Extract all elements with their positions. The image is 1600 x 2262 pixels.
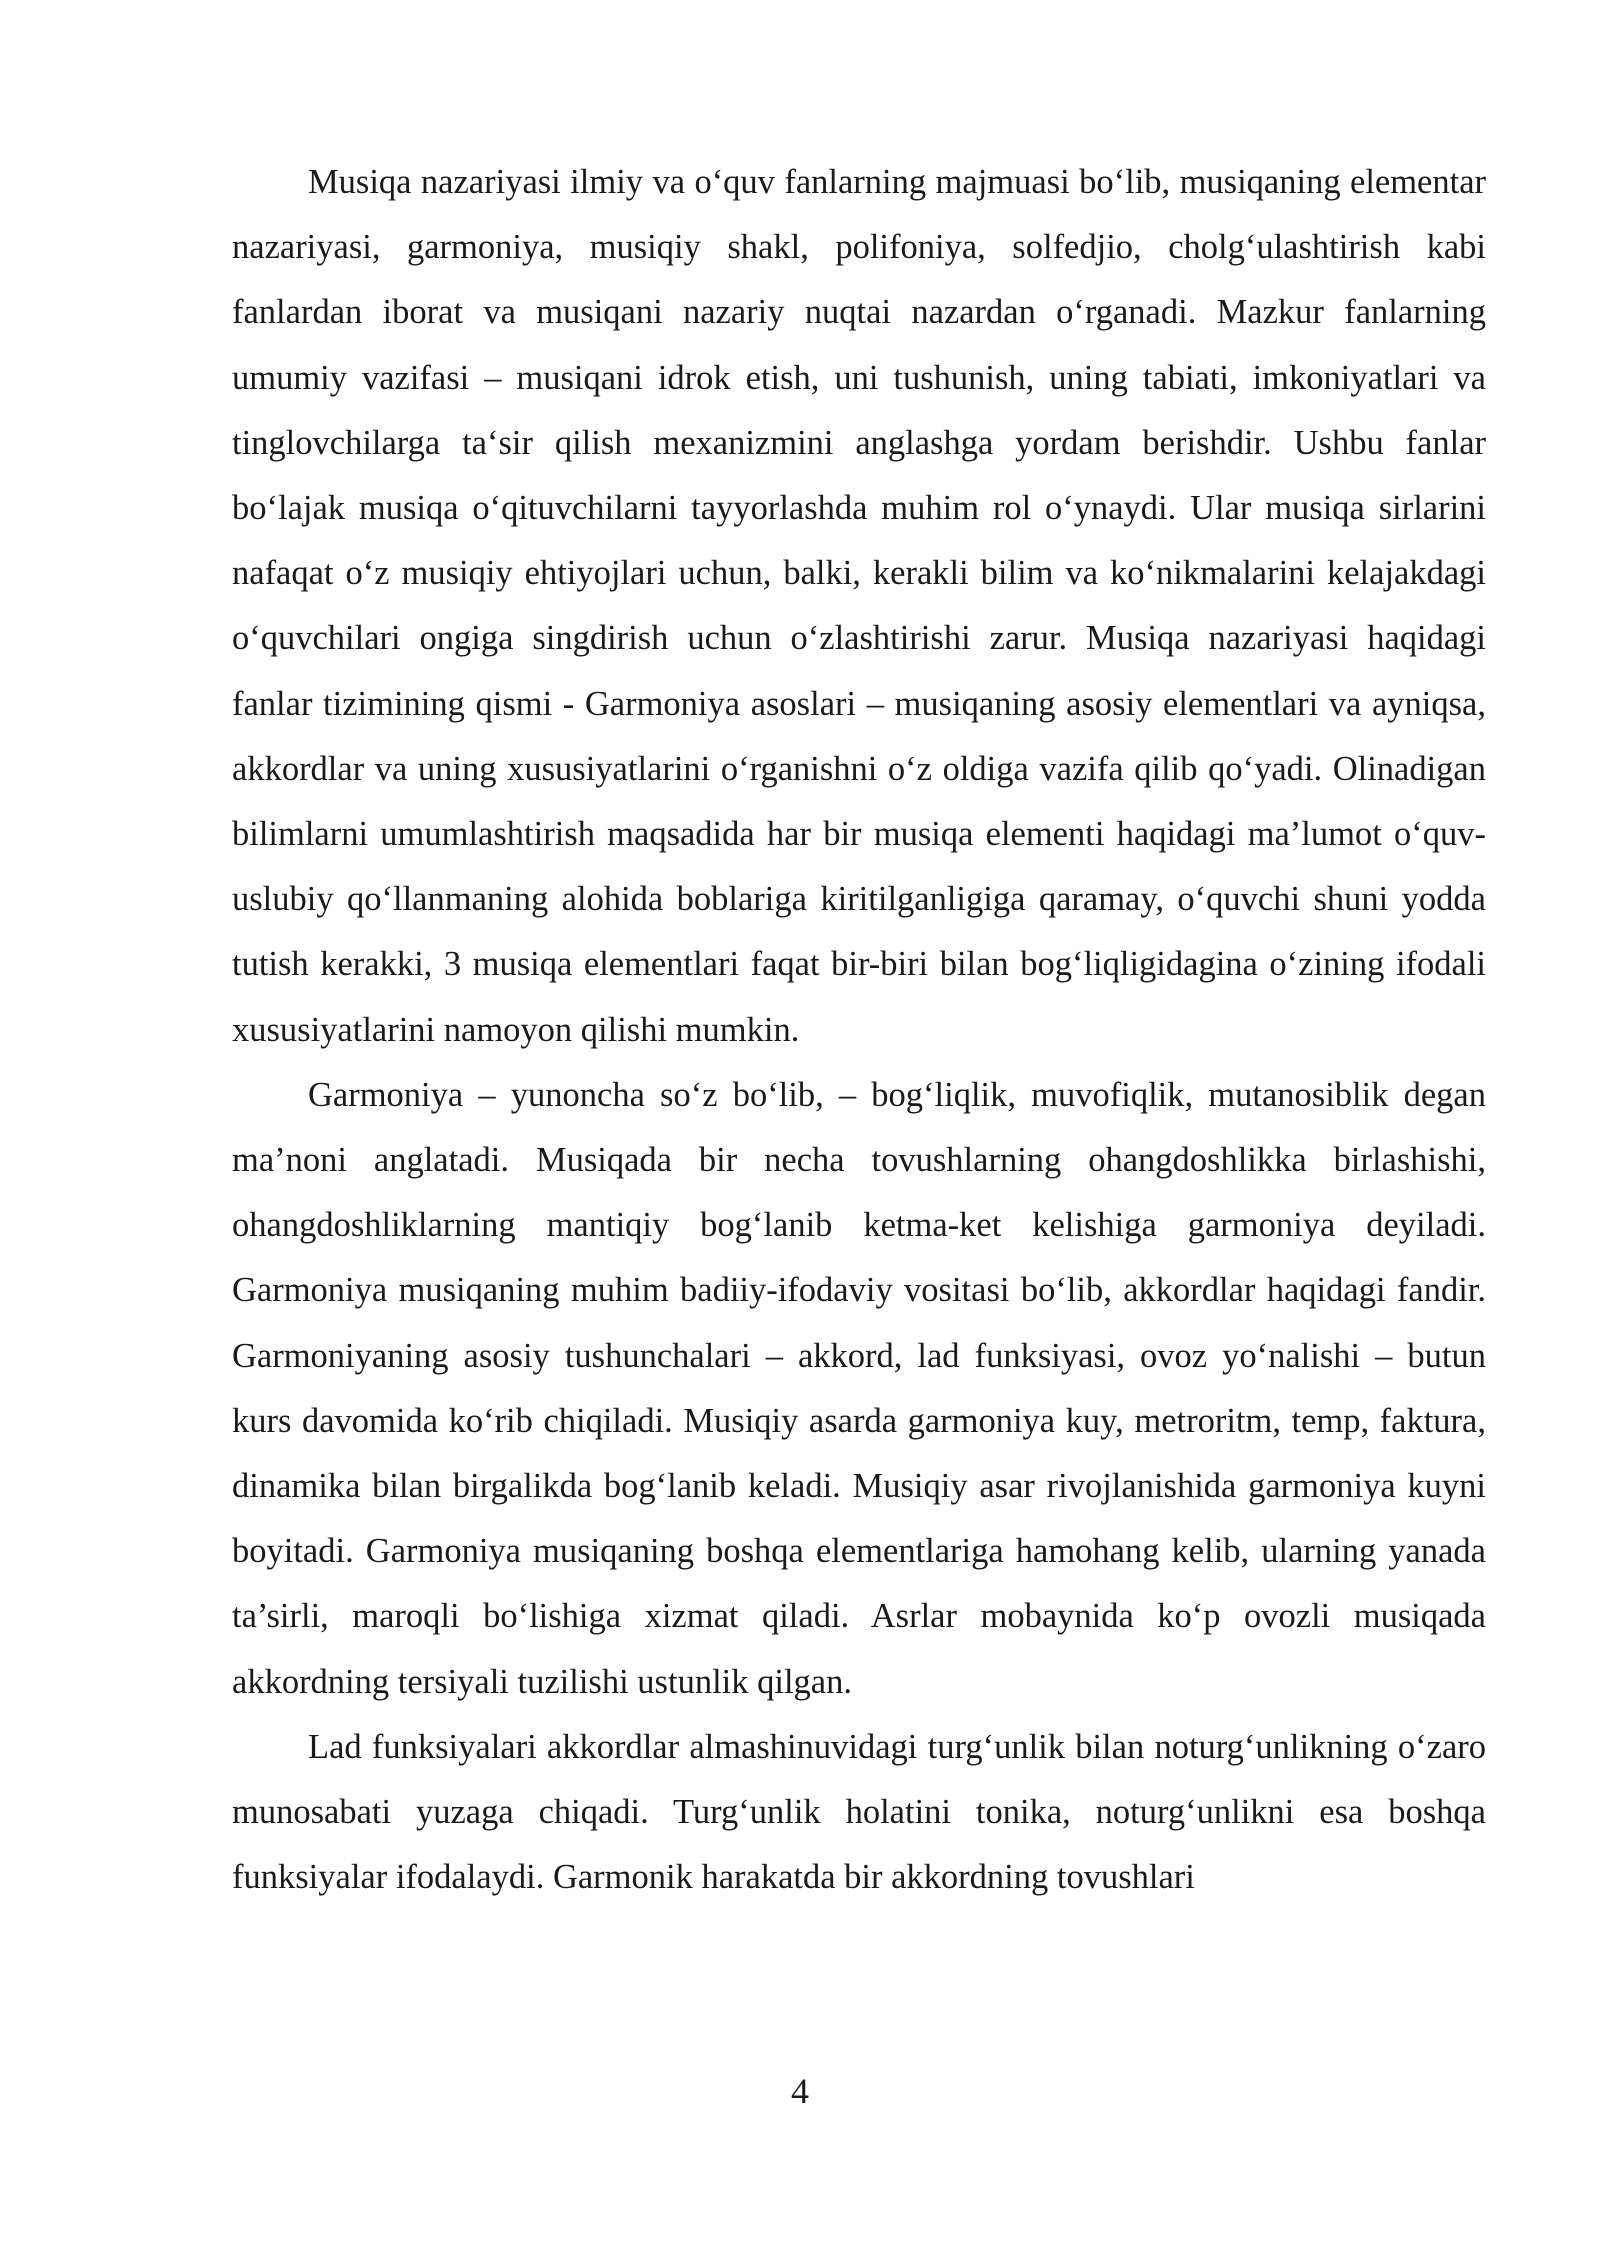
- paragraph-1: Musiqa nazariyasi ilmiy va o‘quv fanlarning majmuasi bo‘lib, musiqaning elementar nazariyasi, garmoniya, musiqiy shakl, polifoniya, solfedjio, cholg‘ulashtirish kabi fanlardan iborat va musiqani nazariy nuqtai nazardan o‘rganadi. Mazkur fanlarning umumiy vazifasi – musiqani idrok etish, uni tushunish, uning tabiati, imkoniyatlari va tinglovchilarga ta‘sir qilish mexanizmini anglashga yordam berishdir. Ushbu fanlar bo‘lajak musiqa o‘qituvchilarni tayyorlashda muhim rol o‘ynaydi. Ular musiqa sirlarini nafaqat o‘z musiqiy ehtiyojlari uchun, balki, kerakli bilim va ko‘nikmalarini kelajakdagi o‘quvchilari ongiga singdirish uchun o‘zlashtirishi zarur. Musiqa nazariyasi haqidagi fanlar tizimining qismi - Garmoniya asoslari – musiqaning asosiy elementlari va ayniqsa, akkordlar va uning xususiyatlarini o‘rganishni o‘z oldiga vazifa qilib qo‘yadi. Olinadigan bilimlarni umumlashtirish maqsadida har bir musiqa elementi haqidagi ma’lumot o‘quv-uslubiy qo‘llanmaning alohida boblariga kiritilganligiga qaramay, o‘quvchi shuni yodda tutish kerakki, 3 musiqa elementlari faqat bir-biri bilan bog‘liqligidagina o‘zining ifodali xususiyatlarini namoyon qilishi mumkin.: [232, 163, 1486, 1049]
- page-number: 4: [791, 2071, 809, 2111]
- paragraph-3: Lad funksiyalari akkordlar almashinuvidagi turg‘unlik bilan noturg‘unlikning o‘zaro munosabati yuzaga chiqadi. Turg‘unlik holatini tonika, noturg‘unlikni esa boshqa funksiyalar ifodalaydi. Garmonik harakatda bir akkordning tovushlari: [232, 1727, 1486, 1897]
- paragraph-2: Garmoniya – yunoncha so‘z bo‘lib, – bog‘liqlik, muvofiqlik, mutanosiblik degan ma’noni anglatadi. Musiqada bir necha tovushlarning ohangdoshlikka birlashishi, ohangdoshliklarning mantiqiy bog‘lanib ketma-ket kelishiga garmoniya deyiladi. Garmoniya musiqaning muhim badiiy-ifodaviy vositasi bo‘lib, akkordlar haqidagi fandir. Garmoniyaning asosiy tushunchalari – akkord, lad funksiyasi, ovoz yo‘nalishi – butun kurs davomida ko‘rib chiqiladi. Musiqiy asarda garmoniya kuy, metroritm, temp, faktura, dinamika bilan birgalikda bog‘lanib keladi. Musiqiy asar rivojlanishida garmoniya kuyni boyitadi. Garmoniya musiqaning boshqa elementlariga hamohang kelib, ularning yanada ta’sirli, maroqli bo‘lishiga xizmat qiladi. Asrlar mobaynida ko‘p ovozli musiqada akkordning tersiyali tuzilishi ustunlik qilgan.: [232, 1075, 1486, 1701]
- body-text: [232, 150, 1486, 1910]
